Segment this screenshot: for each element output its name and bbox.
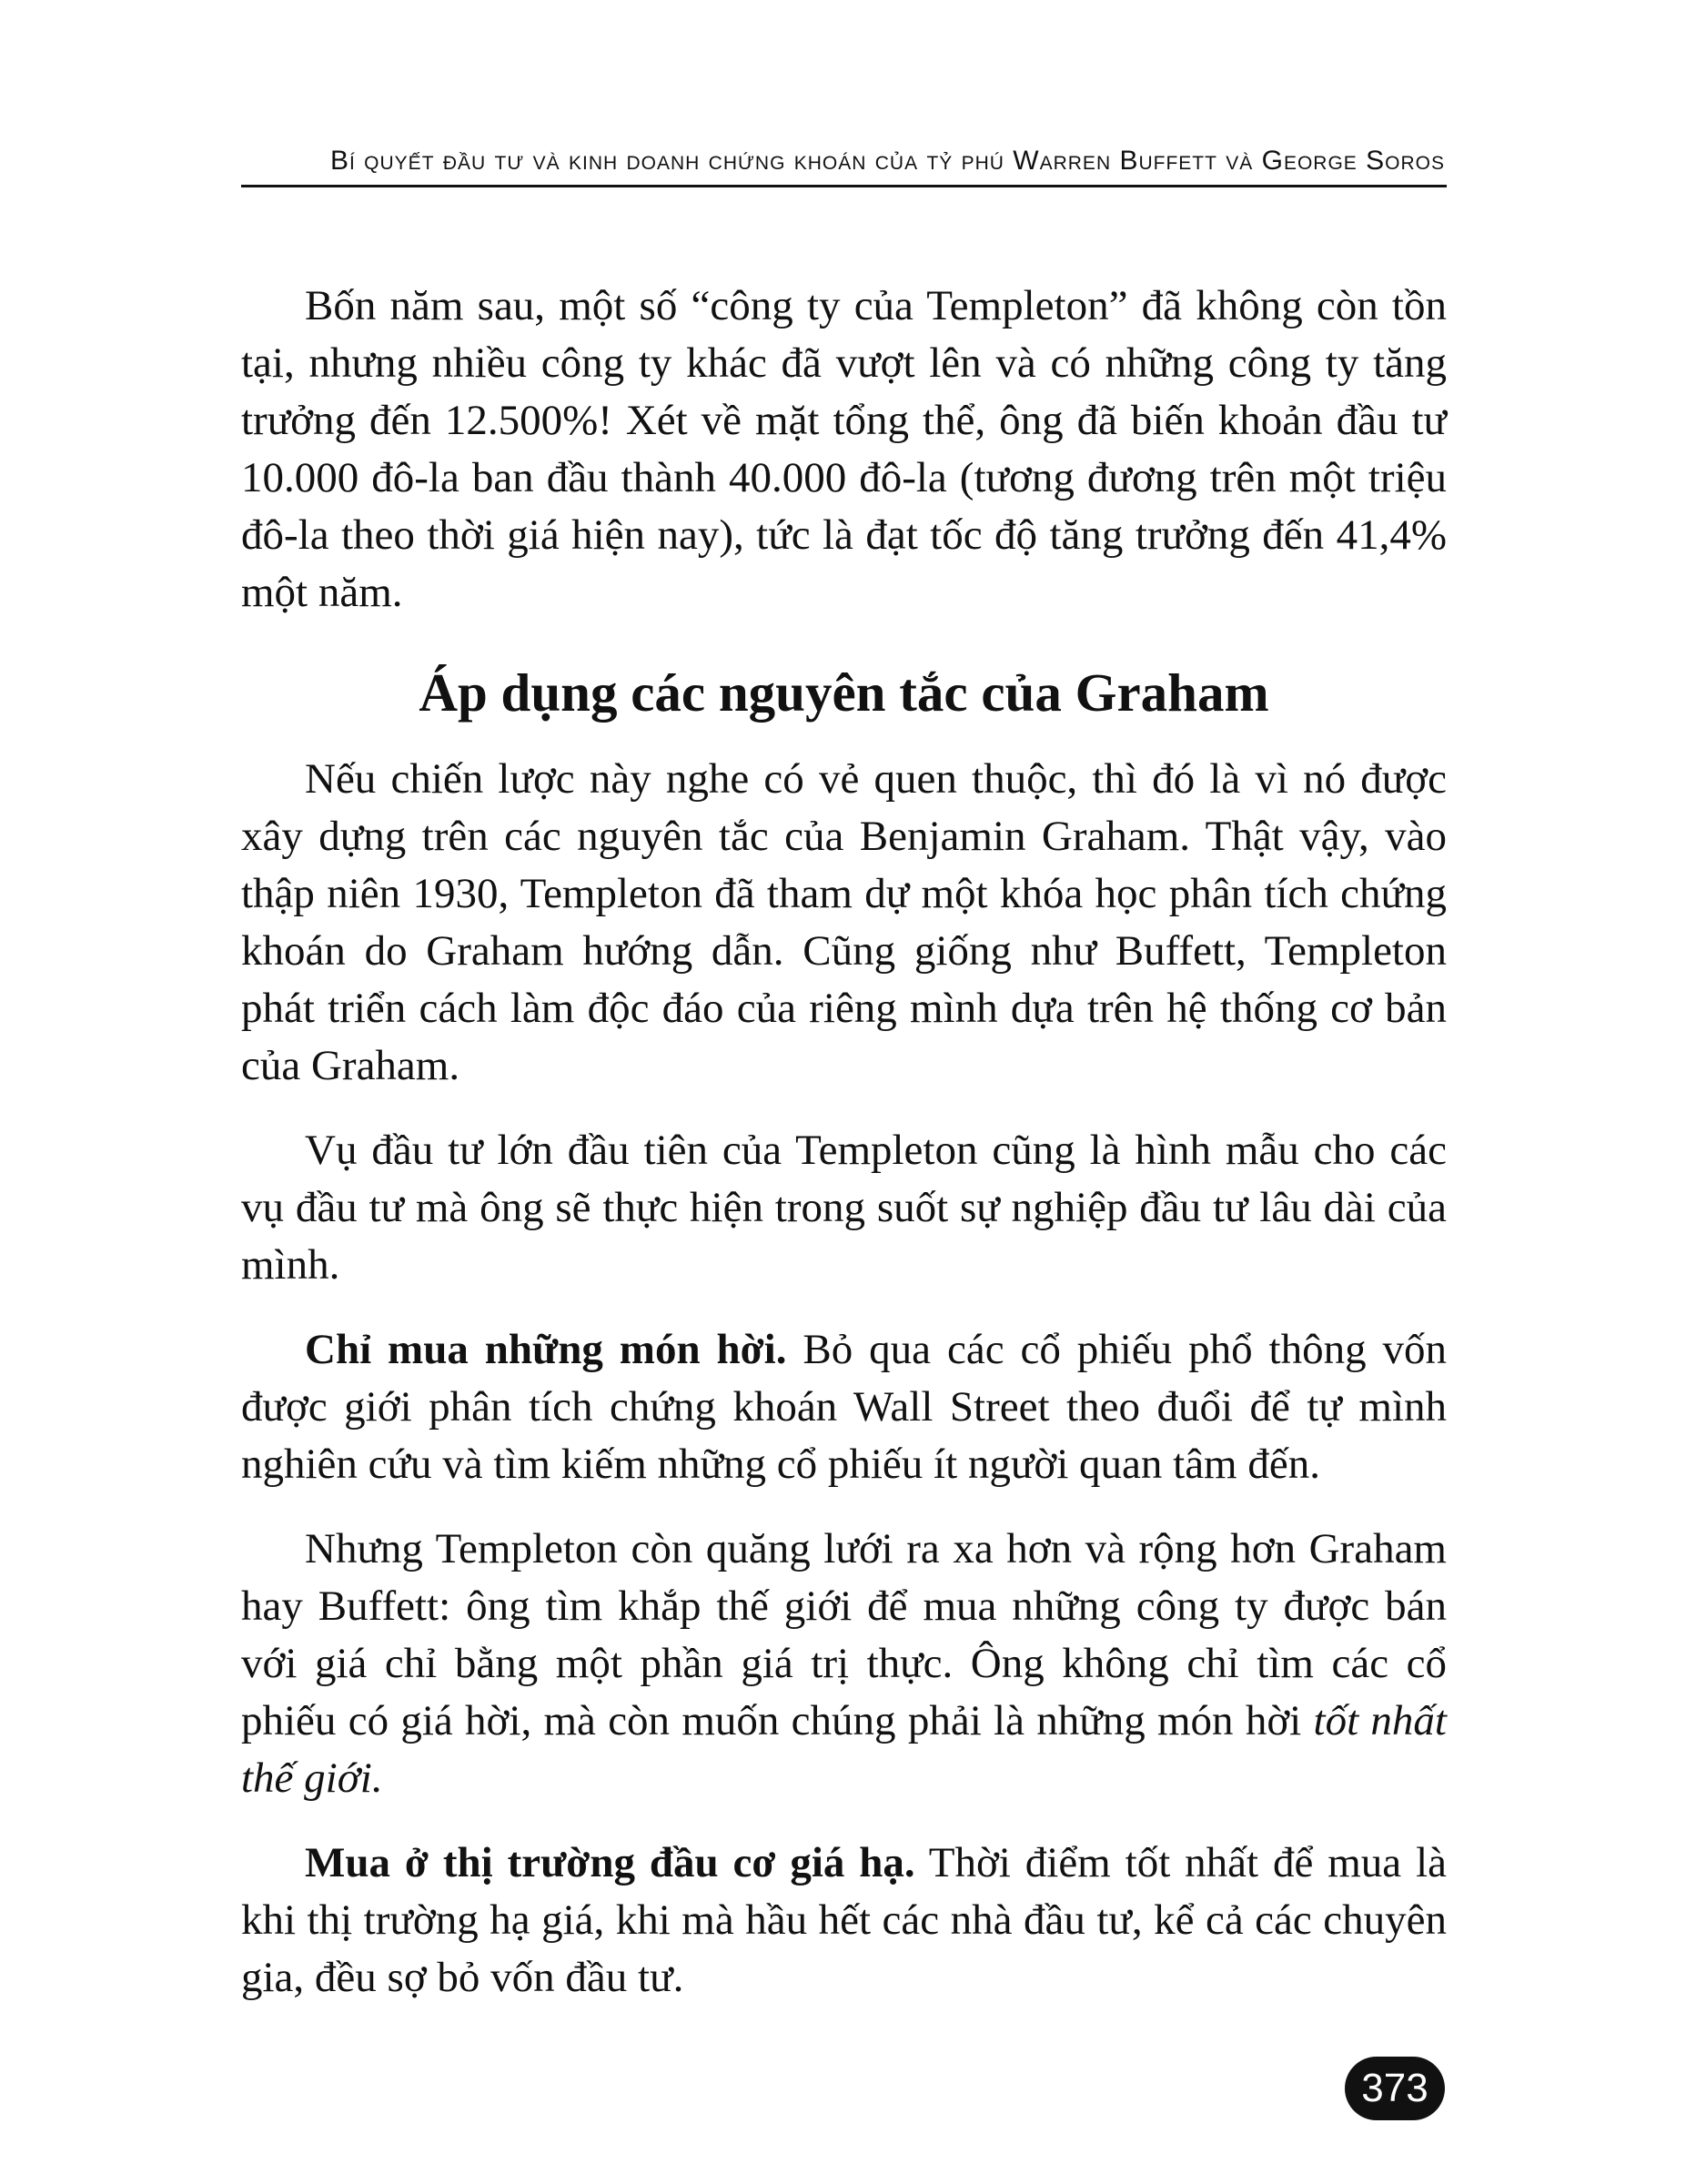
paragraph-templeton-growth: Bốn năm sau, một số “công ty của Templeton” đã không còn tồn tại, nhưng nhiều công ty khác đã vượt lên và có những công ty tăng trưởng đến 12.500%! Xét về mặt tổng thể, ông đã biến khoản đầu tư 10.000 đô-la ban đầu thành 40.000 đô-la (tương đương trên một triệu đô-la theo thời giá hiện nay), tức là đạt tốc độ tăng trưởng đến 41,4% một năm. [241, 282, 1447, 616]
paragraph-global-search [241, 1521, 1447, 1807]
paragraph-first-investment: Vụ đầu tư lớn đầu tiên của Templeton cũng là hình mẫu cho các vụ đầu tư mà ông sẽ thực hiện trong suốt sự nghiệp đầu tư lâu dài của mình. [241, 1127, 1447, 1289]
running-header: Bí quyết đầu tư và kinh doanh chứng khoán của tỷ phú Warren Buffett và George Soros [330, 146, 1445, 176]
bargains-lead: Chỉ mua những món hời. [305, 1326, 787, 1373]
global-search-emphasis: tốt nhất thế giới. [241, 1697, 1447, 1802]
global-search-text: Nhưng Templeton còn quăng lưới ra xa hơn và rộng hơn Graham hay Buffett: ông tìm khắp thế giới để mua những công ty được bán với giá chỉ bằng một phần giá trị thực. Ông không chỉ tìm các cổ phiếu có giá hời, mà còn muốn chúng phải là những món hời [241, 1525, 1447, 1744]
page-number-badge: 373 [1345, 2057, 1445, 2120]
body-text [241, 278, 1447, 2034]
paragraph-bargains [241, 1321, 1447, 1493]
paragraph-bear-market [241, 1835, 1447, 2007]
bear-market-lead: Mua ở thị trường đầu cơ giá hạ. [305, 1839, 915, 1886]
bear-market-text: Thời điểm tốt nhất để mua là khi thị trường hạ giá, khi mà hầu hết các nhà đầu tư, kể cả các chuyên gia, đều sợ bỏ vốn đầu tư. [241, 1839, 1447, 2001]
paragraph-graham-principles: Nếu chiến lược này nghe có vẻ quen thuộc, thì đó là vì nó được xây dựng trên các nguyên tắc của Benjamin Graham. Thật vậy, vào thập niên 1930, Templeton đã tham dự một khóa học phân tích chứng khoán do Graham hướng dẫn. Cũng giống như Buffett, Templeton phát triển cách làm độc đáo của riêng mình dựa trên hệ thống cơ bản của Graham. [241, 755, 1447, 1089]
header-rule [241, 185, 1447, 187]
section-heading: Áp dụng các nguyên tắc của Graham [419, 662, 1269, 723]
bargains-text: Bỏ qua các cổ phiếu phổ thông vốn được giới phân tích chứng khoán Wall Street theo đuổi để tự mình nghiên cứu và tìm kiếm những cổ phiếu ít người quan tâm đến. [241, 1326, 1447, 1488]
